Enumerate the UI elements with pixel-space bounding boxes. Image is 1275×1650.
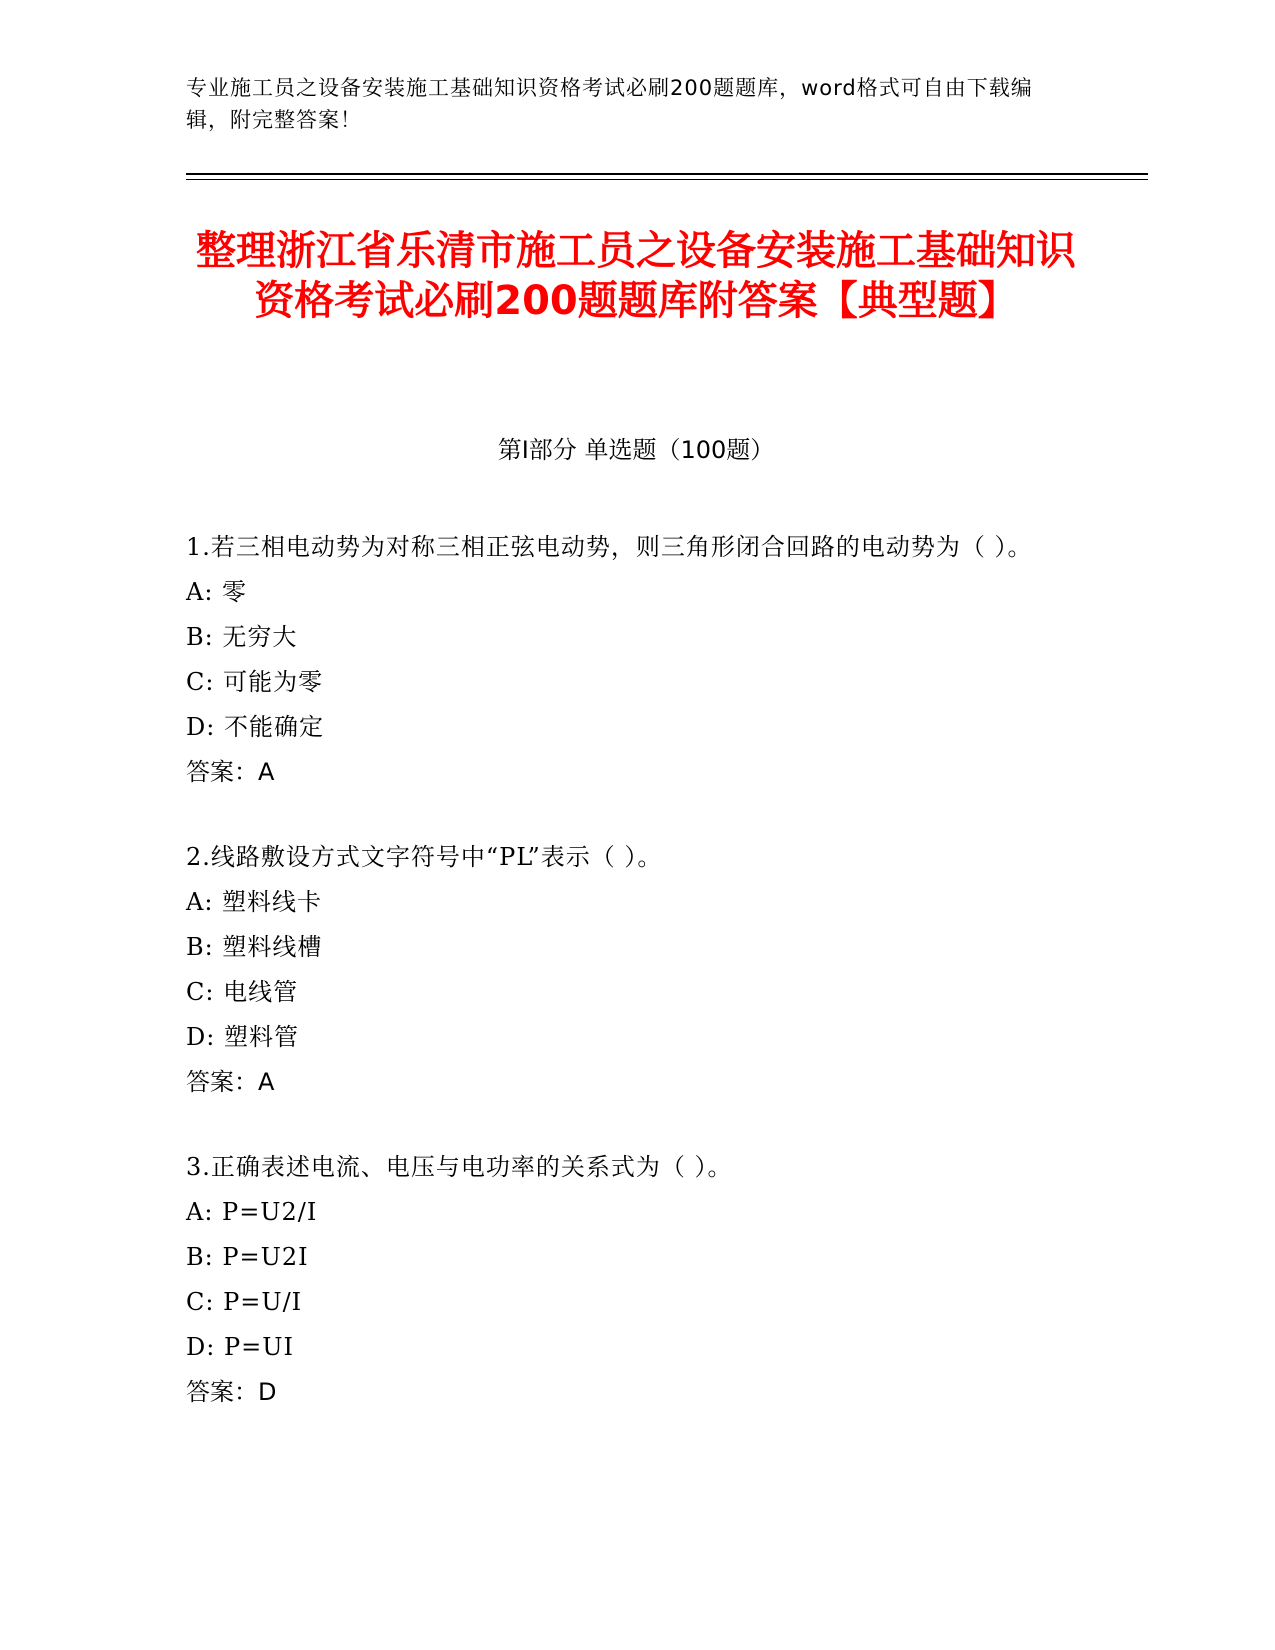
question-stem: 1.若三相电动势为对称三相正弦电动势，则三角形闭合回路的电动势为（ ）。: [186, 533, 1033, 561]
option-d: D: 塑料管: [186, 1023, 299, 1051]
option-b: B: 塑料线槽: [186, 933, 323, 961]
question-stem: 3.正确表述电流、电压与电功率的关系式为（ ）。: [186, 1153, 733, 1181]
question-item: [186, 525, 1066, 795]
option-c: C: 电线管: [186, 978, 299, 1006]
option-c: C: P=U/I: [186, 1288, 303, 1316]
question-list: [186, 525, 1066, 1455]
option-c: C: 可能为零: [186, 668, 324, 696]
option-b: B: 无穷大: [186, 623, 298, 651]
header-note: 专业施工员之设备安装施工基础知识资格考试必刷200题题库，word格式可自由下载编辑，附完整答案！: [186, 76, 1033, 132]
question-item: [186, 1145, 1066, 1415]
option-b: B: P=U2I: [186, 1243, 309, 1271]
option-d: D: 不能确定: [186, 713, 324, 741]
answer-line: 答案：A: [186, 758, 275, 786]
answer-line: 答案：D: [186, 1378, 277, 1406]
header-divider-thin: [186, 179, 1148, 180]
document-title: 整理浙江省乐清市施工员之设备安装施工基础知识资格考试必刷200题题库附答案【典型题】: [196, 228, 1076, 324]
question-item: [186, 835, 1066, 1105]
answer-line: 答案：A: [186, 1068, 275, 1096]
option-d: D: P=UI: [186, 1333, 294, 1361]
question-stem: 2.线路敷设方式文字符号中“PL”表示（ ）。: [186, 843, 663, 871]
section-heading: 第Ⅰ部分 单选题（100题）: [497, 436, 775, 464]
option-a: A: P=U2/I: [186, 1198, 318, 1226]
option-a: A: 塑料线卡: [186, 888, 323, 916]
option-a: A: 零: [186, 578, 248, 606]
header-divider-thick: [186, 173, 1148, 175]
